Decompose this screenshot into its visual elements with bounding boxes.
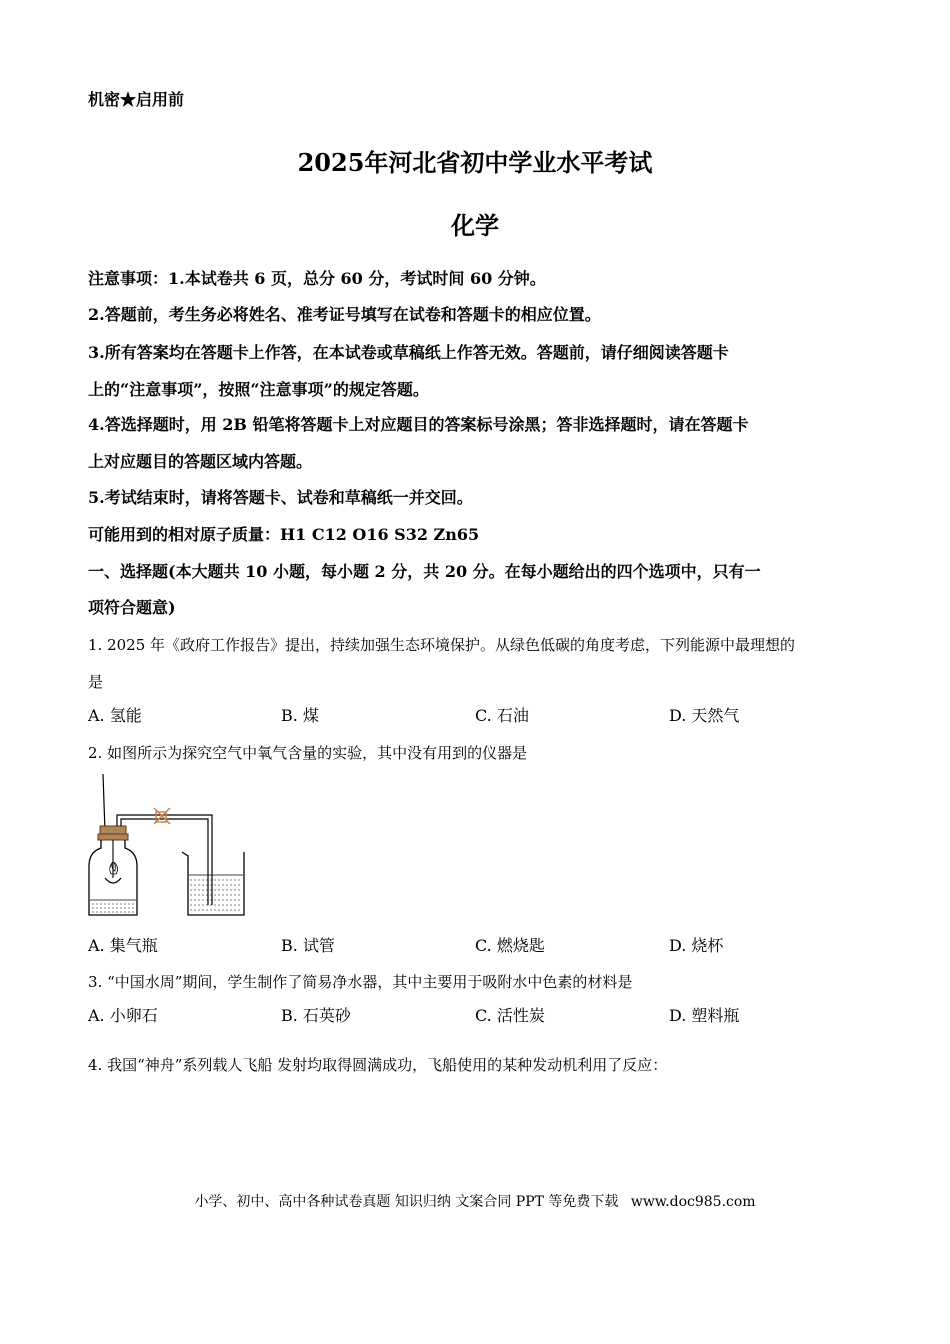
q2-option-c[interactable]: C. 燃烧匙 <box>475 936 545 955</box>
q3-stem: 3. “中国水周”期间，学生制作了简易净水器，其中主要用于吸附水中色素的材料是 <box>88 973 633 991</box>
exam-title: 2025年河北省初中学业水平考试 <box>297 148 653 177</box>
note-line-2: 2.答题前，考生务必将姓名、准考证号填写在试卷和答题卡的相应位置。 <box>88 305 601 324</box>
q3-option-d[interactable]: D. 塑料瓶 <box>669 1006 740 1025</box>
beaker <box>182 852 244 915</box>
section1-heading-cont: 项符合题意) <box>88 598 176 617</box>
footer-url[interactable]: www.doc985.com <box>630 1194 756 1210</box>
q1-stem: 1. 2025 年《政府工作报告》提出，持续加强生态环境保护。从绿色低碳的角度考虑，下列能源中最理想的 <box>88 636 796 654</box>
note-line-4: 上的“注意事项”，按照“注意事项”的规定答题。 <box>88 380 429 399</box>
note-line-1: 注意事项：1.本试卷共 6 页，总分 60 分，考试时间 60 分钟。 <box>88 269 546 288</box>
footer-text: 小学、初中、高中各种试卷真题 知识归纳 文案合同 PPT 等免费下载 <box>194 1194 619 1210</box>
q3-option-c[interactable]: C. 活性炭 <box>475 1006 545 1025</box>
section1-heading: 一、选择题(本大题共 10 小题，每小题 2 分，共 20 分。在每小题给出的四个选项中，只有一 <box>88 562 761 581</box>
beaker-water <box>190 880 242 910</box>
note-line-6: 上对应题目的答题区域内答题。 <box>88 452 313 471</box>
oxygen-experiment-figure <box>84 770 254 922</box>
q3-option-b[interactable]: B. 石英砂 <box>281 1006 351 1025</box>
q2-option-a[interactable]: A. 集气瓶 <box>88 936 158 955</box>
note-line-7: 5.考试结束时，请将答题卡、试卷和草稿纸一并交回。 <box>88 488 473 507</box>
q1-option-a[interactable]: A. 氢能 <box>88 706 142 725</box>
q1-option-d[interactable]: D. 天然气 <box>669 706 740 725</box>
q2-option-b[interactable]: B. 试管 <box>281 936 335 955</box>
q3-option-a[interactable]: A. 小卵石 <box>88 1006 158 1025</box>
note-line-5: 4.答选择题时，用 2B 铅笔将答题卡上对应题目的答案标号涂黑；答非选择题时，请在答题卡 <box>88 415 749 434</box>
q4-stem: 4. 我国“神舟”系列载人飞船 发射均取得圆满成功，飞船使用的某种发动机利用了反应： <box>88 1056 668 1074</box>
combustion-spoon <box>105 878 121 883</box>
q1-option-c[interactable]: C. 石油 <box>475 706 529 725</box>
atomic-mass-line: 可能用到的相对原子质量：H1 C12 O16 S32 Zn65 <box>88 525 480 544</box>
rod-line <box>103 774 105 832</box>
page-footer <box>0 1191 950 1211</box>
q1-stem-cont: 是 <box>88 673 104 691</box>
q1-option-b[interactable]: B. 煤 <box>281 706 319 725</box>
subject-title: 化学 <box>451 211 499 240</box>
q2-option-d[interactable]: D. 烧杯 <box>669 936 724 955</box>
glass-tube <box>117 815 212 905</box>
flame-icon <box>110 862 118 874</box>
q2-stem: 2. 如图所示为探究空气中氧气含量的实验，其中没有用到的仪器是 <box>88 744 528 762</box>
confidential-mark: 机密★启用前 <box>88 90 185 109</box>
note-line-3: 3.所有答案均在答题卡上作答，在本试卷或草稿纸上作答无效。答题前，请仔细阅读答题卡 <box>88 343 729 362</box>
